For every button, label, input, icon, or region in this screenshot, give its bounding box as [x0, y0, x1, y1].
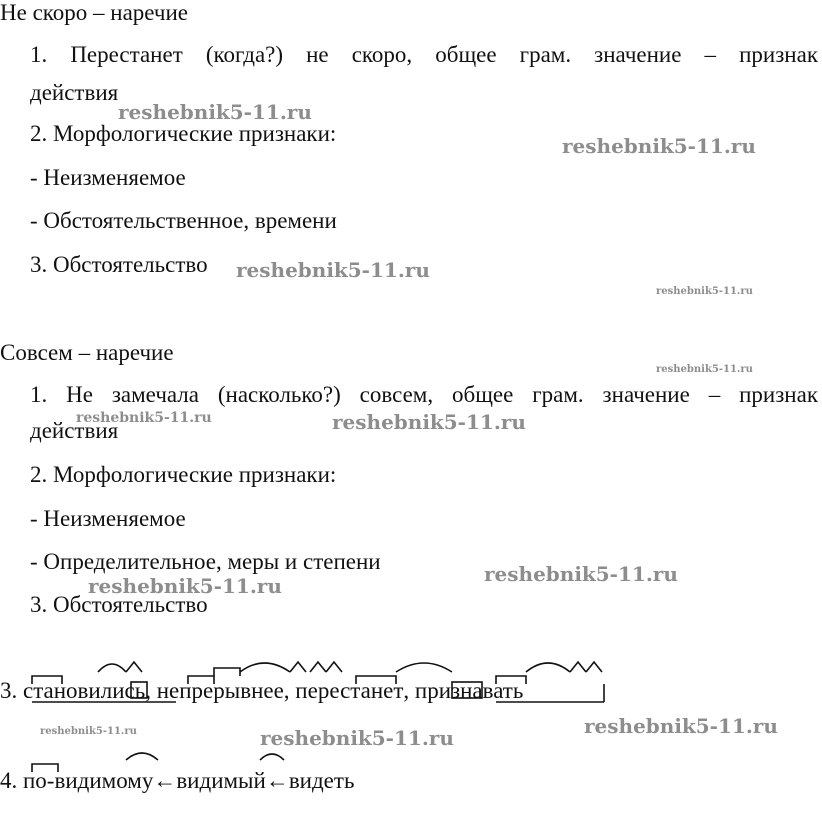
watermark: reshebnik5-11.ru	[40, 726, 137, 737]
watermark: reshebnik5-11.ru	[332, 410, 526, 434]
block1-feature1: - Неизменяемое	[30, 165, 186, 190]
watermark: reshebnik5-11.ru	[656, 364, 753, 375]
suffix-caret	[310, 662, 326, 672]
block1-item1-line1: 1. Перестанет (когда?) не скоро, общее грам. значение – признак	[30, 42, 818, 67]
separator-3: ,	[403, 678, 410, 703]
block1-feature2: - Обстоятельственное, времени	[30, 208, 337, 233]
block1-item2: 2. Морфологические признаки:	[30, 121, 337, 146]
task3-number: 3.	[0, 678, 18, 703]
suffix-caret	[126, 662, 142, 672]
morpheme-word-2: непрерывнее	[156, 678, 284, 703]
morpheme-word-1: становились	[23, 678, 146, 703]
block2-feature2: - Определительное, меры и степени	[30, 549, 381, 574]
watermark: reshebnik5-11.ru	[584, 714, 778, 738]
task4-number: 4.	[0, 768, 18, 793]
separator-1: ,	[145, 678, 151, 703]
morpheme-word-4: признавать	[414, 678, 524, 703]
block2-item1-line2: действия	[30, 418, 119, 443]
prefix-mark	[214, 668, 240, 676]
block2-item1-line1: 1. Не замечала (насколько?) совсем, общее грам. значение – признак	[30, 382, 818, 407]
block1-item1-line2: действия	[30, 80, 119, 105]
suffix-arc	[126, 753, 158, 760]
suffix-caret	[586, 662, 602, 672]
root-arc	[396, 663, 452, 672]
block2-item3: 3. Обстоятельство	[30, 592, 208, 617]
suffix-caret	[570, 662, 586, 672]
watermark: reshebnik5-11.ru	[88, 574, 282, 598]
suffix-caret	[326, 662, 342, 672]
watermark: reshebnik5-11.ru	[656, 286, 753, 297]
watermark: reshebnik5-11.ru	[260, 726, 454, 750]
root-arc	[98, 664, 126, 672]
root-arc	[526, 663, 570, 672]
morpheme-word-3: перестанет	[295, 678, 404, 703]
watermark: reshebnik5-11.ru	[118, 100, 312, 124]
suffix-arc	[260, 754, 284, 760]
heading-ne-skoro: Не скоро – наречие	[0, 0, 189, 25]
watermark: reshebnik5-11.ru	[562, 134, 756, 158]
block2-item2: 2. Морфологические признаки:	[30, 462, 337, 487]
watermark: reshebnik5-11.ru	[236, 258, 430, 282]
separator-2: ,	[283, 678, 290, 703]
block2-feature1: - Неизменяемое	[30, 506, 186, 531]
task4-text: по-видимому←видимый←видеть	[23, 768, 355, 793]
block1-item3: 3. Обстоятельство	[30, 252, 208, 277]
watermark: reshebnik5-11.ru	[484, 562, 678, 586]
watermark: reshebnik5-11.ru	[76, 410, 212, 426]
task3-line	[0, 678, 523, 704]
root-arc	[240, 663, 290, 672]
heading-sovsem: Совсем – наречие	[0, 340, 174, 365]
suffix-caret	[290, 662, 306, 672]
task4-line	[0, 768, 354, 794]
